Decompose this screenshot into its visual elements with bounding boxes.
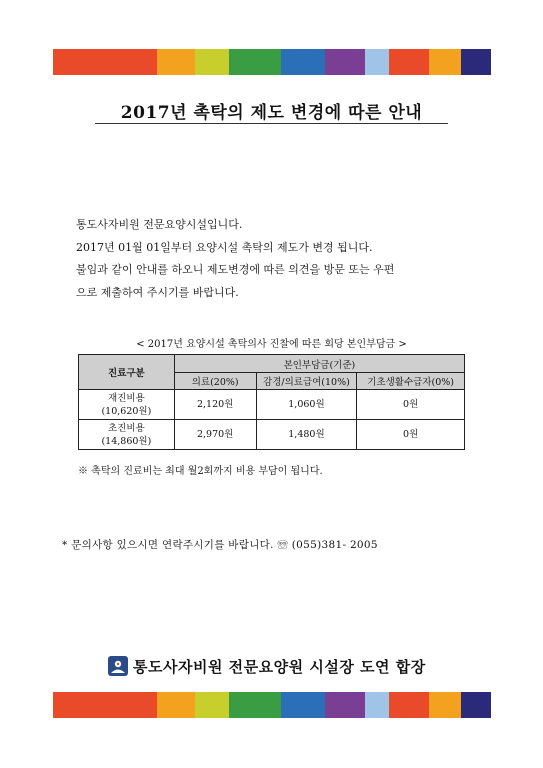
stripe-segment [281, 49, 325, 75]
body-line: 불임과 같이 안내를 하오니 제도변경에 따른 의견을 방문 또는 우편 [76, 263, 395, 276]
stripe-segment [105, 692, 157, 718]
stripe-segment [195, 49, 229, 75]
stripe-segment [281, 692, 325, 718]
table-caption: < 2017년 요양시설 촉탁의사 진찰에 따른 회당 본인부담금 > [136, 339, 407, 350]
stripe-segment [105, 49, 157, 75]
temple-logo-icon [108, 656, 128, 676]
table-row [79, 420, 465, 450]
title-underline [95, 123, 448, 124]
header-category: 진료구분 [79, 355, 175, 390]
stripe-segment [325, 49, 365, 75]
footnote: ※ 촉탁의 진료비는 최대 월2회까지 비용 부담이 됩니다. [78, 466, 323, 477]
footer-signature-text: 통도사자비원 전문요양원 시설장 도연 합장 [133, 657, 426, 676]
row-category-cost: (14,860원) [101, 435, 152, 447]
top-color-stripe [53, 49, 491, 75]
stripe-segment [365, 692, 389, 718]
table-row [79, 390, 465, 420]
row-category-name: 초진비용 [108, 422, 145, 434]
column-header: 기초생활수급자(0%) [357, 373, 465, 390]
column-header: 의료(20%) [174, 373, 256, 390]
table-cell: 2,970원 [174, 420, 256, 450]
table-cell: 1,060원 [256, 390, 357, 420]
stripe-segment [157, 692, 195, 718]
table-cell: 1,480원 [256, 420, 357, 450]
stripe-segment [229, 49, 281, 75]
table-cell: 0원 [357, 390, 465, 420]
signature-footer [108, 654, 426, 678]
stripe-segment [325, 692, 365, 718]
contact-line: * 문의사항 있으시면 연락주시기를 바랍니다. ☏ (055)381- 2005 [62, 539, 378, 551]
column-header: 감경/의료급여(10%) [256, 373, 357, 390]
stripe-segment [429, 692, 461, 718]
stripe-segment [53, 692, 105, 718]
row-category-cost: (10,620원) [101, 405, 152, 417]
row-category [79, 420, 175, 450]
body-line: 으로 제출하여 주시기를 바랍니다. [76, 285, 239, 299]
stripe-segment [365, 49, 389, 75]
table-cell: 0원 [357, 420, 465, 450]
stripe-segment [195, 692, 229, 718]
table-cell: 2,120원 [174, 390, 256, 420]
body-line: 2017년 01월 01일부터 요양시설 촉탁의 제도가 변경 됩니다. [76, 240, 373, 254]
stripe-segment [461, 49, 491, 75]
stripe-segment [53, 49, 105, 75]
stripe-segment [389, 692, 429, 718]
stripe-segment [229, 692, 281, 718]
header-group: 본인부담금(기준) [174, 355, 464, 373]
stripe-segment [429, 49, 461, 75]
stripe-segment [157, 49, 195, 75]
row-category [79, 390, 175, 420]
body-line: 통도사자비원 전문요양시설입니다. [76, 218, 243, 231]
row-category-name: 재진비용 [108, 392, 145, 404]
stripe-segment [461, 692, 491, 718]
fee-table [78, 354, 465, 450]
body-paragraph [76, 214, 471, 304]
bottom-color-stripe [53, 692, 491, 718]
stripe-segment [389, 49, 429, 75]
page-title: 2017년 촉탁의 제도 변경에 따른 안내 [120, 103, 423, 123]
